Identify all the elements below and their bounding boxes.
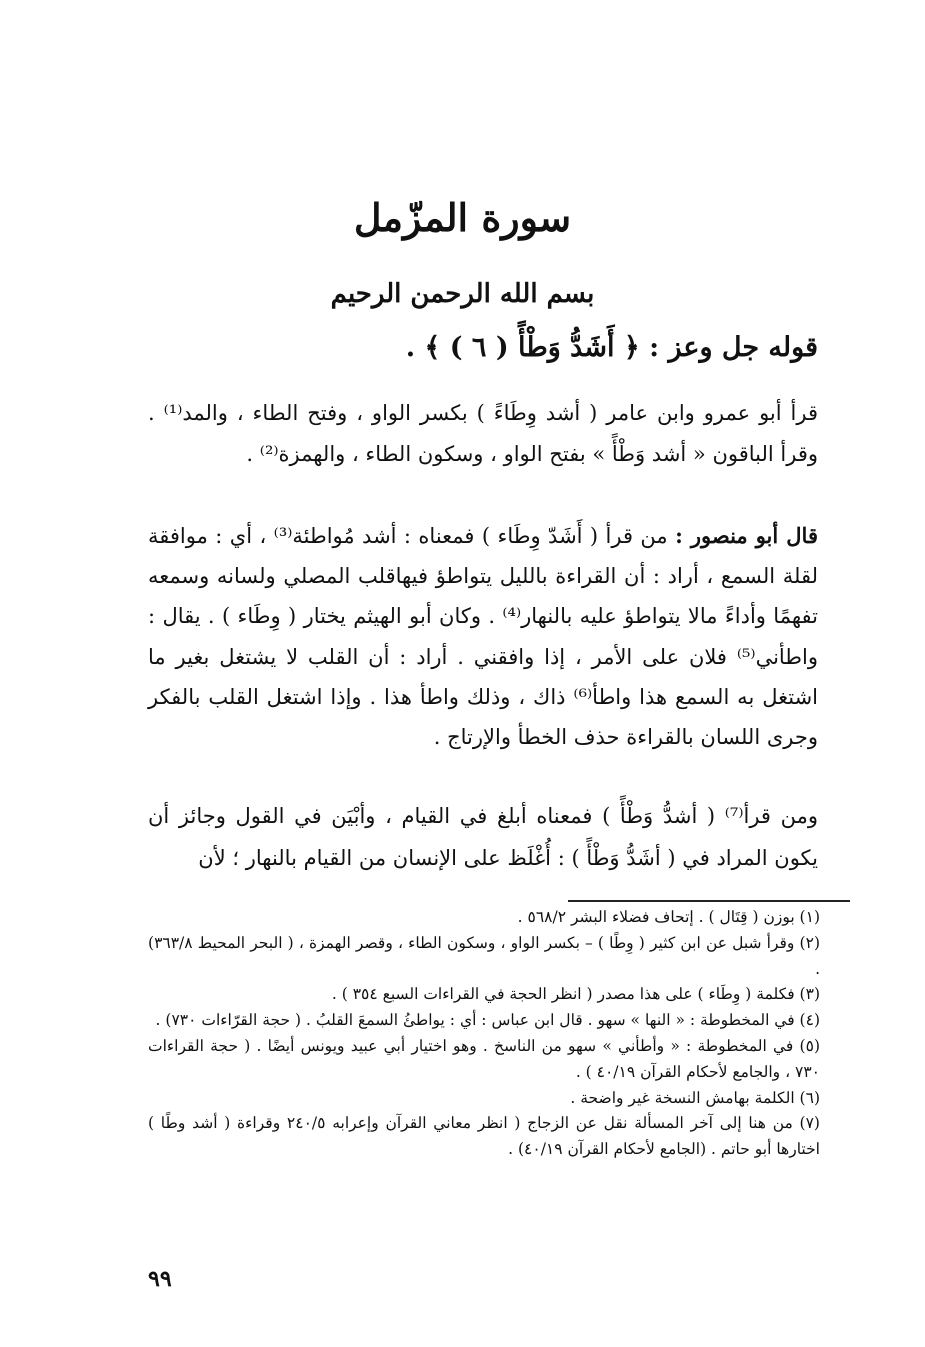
paragraph-body: من قرأ ( أَشَدّ وِطَاء ) فمعناه : أشد مُواطئة⁽³⁾ ، أي : موافقة لقلة السمع ، أراد : أن القراءة بالليل يتواطؤ فيهاقلب المصلي ولسانه وسمعه تفهمًا وأداءً مالا يتواطؤ عليه بالنهار⁽⁴⁾ . وكان أبو الهيثم يختار ( وِطَاء ) . يقال : واطأني⁽⁵⁾ فلان على الأمر ، إذا وافقني . أراد : أن القلب لا يشتغل بغير ما اشتغل به السمع هذا واطأ⁽⁶⁾ ذاك ، وذلك واطأ هذا . وإذا اشتغل القلب بالفكر وجرى اللسان بالقراءة حذف الخطأ والإرتاج .	[148, 524, 818, 750]
paragraph-abu-mansur-text	[148, 516, 818, 757]
footnote-7: (٧) من هنا إلى آخر المسألة نقل عن الزجاج ( انظر معاني القرآن وإعرابه ٢٤٠/٥ وقراءة ( أشد وطًا ) اختارها أبو حاتم . (الجامع لأحكام القرآن ٤٠/١٩) .	[148, 1114, 820, 1159]
page-number: ٩٩	[148, 1266, 172, 1292]
footnote-separator	[568, 900, 850, 902]
paragraph-lead: قال أبو منصور :	[675, 523, 818, 548]
footnote-1: (١) بوزن ( قِتَال ) . إتحاف فضلاء البشر ٥٦٨/٢ .	[517, 908, 820, 926]
footnote-2: (٢) وقرأ شبل عن ابن كثير ( وِطًا ) – بكسر الواو ، وسكون الطاء ، وقصر الهمزة ، ( البحر المحيط ٣٦٣/٨) .	[148, 933, 820, 978]
paragraph-ashaddu-wat	[148, 795, 818, 879]
paragraph-abu-mansur	[148, 516, 818, 757]
footnote-5: (٥) في المخطوطة : « وأطأني » سهو من الناسخ . وهو اختيار أبي عبيد ويونس أيضًا . ( حجة القراءات ٧٣٠ ، والجامع لأحكام القرآن ٤٠/١٩ ) .	[148, 1036, 820, 1081]
footnote-3: (٣) فكلمة ( وِطَاء ) على هذا مصدر ( انظر الحجة في القراءات السبع ٣٥٤ ) .	[331, 985, 820, 1004]
footnotes	[148, 905, 820, 1163]
paragraph-readings	[148, 393, 818, 474]
footnote-4: (٤) في المخطوطة : « النها » سهو . قال ابن عباس : أي : يواطئُ السمعَ القلبُ . ( حجة القرّاءات ٧٣٠) .	[155, 1011, 820, 1030]
surah-title: سورة المزّمل	[353, 195, 572, 240]
paragraph-readings-text: قرأ أبو عمرو وابن عامر ( أشد وِطَاءً ) بكسر الواو ، وفتح الطاء ، والمد⁽¹⁾ . وقرأ الباقون « أشد وَطْأً » بفتح الواو ، وسكون الطاء ، والهمزة⁽²⁾ .	[148, 401, 818, 466]
footnote-6: (٦) الكلمة بهامش النسخة غير واضحة .	[570, 1088, 820, 1107]
basmala: بسم الله الرحمن الرحيم	[330, 279, 595, 309]
paragraph-ashaddu-wat-text: ومن قرأ⁽⁷⁾ ( أشدُّ وَطْأً ) فمعناه أبلغ في القيام ، وأبْيَن في القول وجائز أن يكون المراد في ( أشَدُّ وَطْأً ) : أُغْلَظ على الإنسان من القيام بالنهار ؛ لأن	[148, 804, 818, 870]
verse-heading: قوله جل وعز : ﴿ أَشَدُّ وَطْأً ( ٦ ) ﴾ .	[405, 332, 818, 363]
